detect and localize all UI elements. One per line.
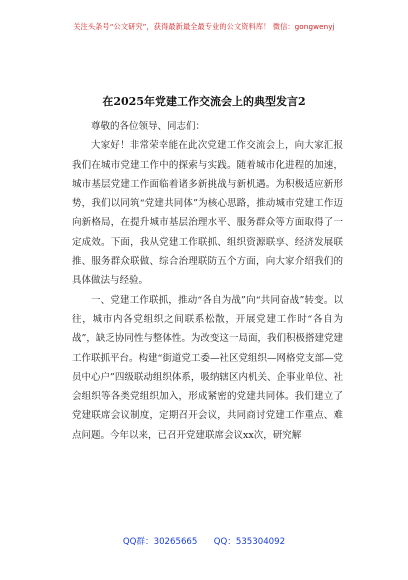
- footer-contact: QQ群：30265665 QQ：535304092: [122, 537, 286, 547]
- paragraph-section-one: 一、党建工作联抓，推动“各自为战”向“共同奋战”转变。以往，城市内各党组织之间联系松散，开展党建工作时“各自为战”，缺乏协同性与整体性。为改变这一局面，我们积极搭建党建工作联抓平台。构建“街道党工委—社区党组织—网格党支部—党员中心户”四级联动组织体系，吸纳辖区内机关、企事业单位、社会组织等各类党组织加入，形成紧密的党建共同体。我们建立了党建联席会议制度，定期召开会议，共同商讨党建工作重点、难点问题。今年以来，已召开党建联席会议xx次，研究解: [72, 294, 343, 441]
- document-body: [72, 117, 343, 445]
- page-title: 在2025年党建工作交流会上的典型发言2: [102, 95, 306, 108]
- header-banner: 关注头条号“公文研究”，获得最新最全最专业的公文资料库！ 微信：gongwenyj: [73, 22, 335, 31]
- paragraph-intro: 大家好！非常荣幸能在此次党建工作交流会上，向大家汇报我们在城市党建工作中的探索与实践。随着城市化进程的加速，城市基层党建工作面临着诸多新挑战与新机遇。为积极适应新形势，我们以同筑“党建共同体”为核心思路，推动城市党建工作迈向新格局，在提升城市基层治理水平、服务群众等方面取得了一定成效。下面，我从党建工作联抓、组织资源联享、经济发展联推、服务群众联做、综合治理联防五个方面，向大家介绍我们的具体做法与经验。: [72, 140, 343, 287]
- salutation: 尊敬的各位领导、同志们：: [91, 121, 206, 132]
